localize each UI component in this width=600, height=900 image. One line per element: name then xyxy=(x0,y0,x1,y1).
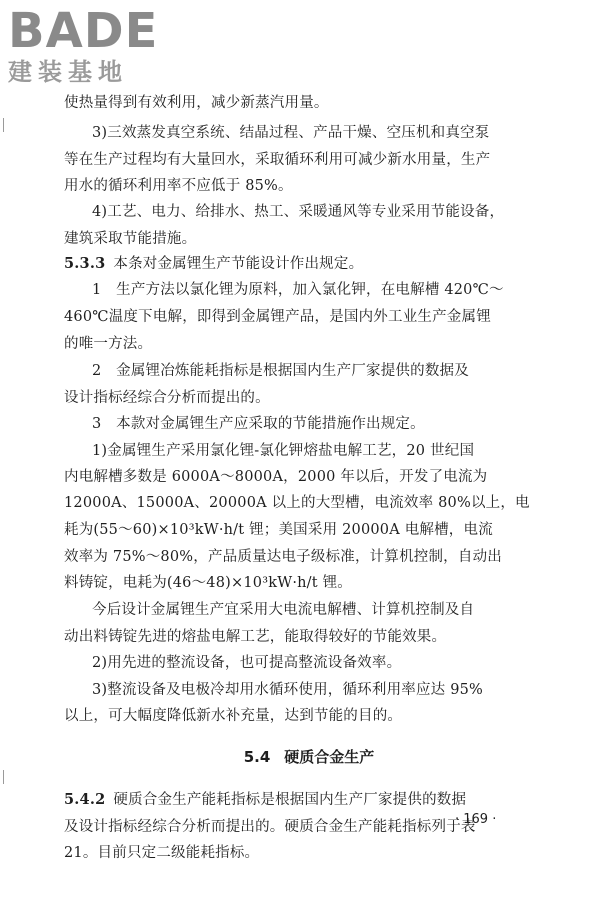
body-line: 以上，可大幅度降低新水补充量，达到节能的目的。 xyxy=(64,708,403,724)
binding-edge-mark xyxy=(3,118,4,132)
body-line: 12000A、15000A、20000A 以上的大型槽，电流效率 80%以上，电 xyxy=(64,495,530,511)
body-line: 料铸锭，电耗为(46～48)×10³kW·h/t 锂。 xyxy=(64,575,352,591)
body-line: 2)用先进的整流设备，也可提高整流设备效率。 xyxy=(92,655,402,671)
body-line: 3 本款对金属锂生产应采取的节能措施作出规定。 xyxy=(92,416,425,432)
clause-number: 5.4.2 xyxy=(64,791,106,808)
body-line: 2 金属锂冶炼能耗指标是根据国内生产厂家提供的数据及 xyxy=(92,363,469,379)
body-line: 的唯一方法。 xyxy=(64,336,153,352)
body-line: 使热量得到有效利用，减少新蒸汽用量。 xyxy=(64,95,329,111)
clause-text: 硬质合金生产能耗指标是根据国内生产厂家提供的数据 xyxy=(113,792,467,808)
body-line: 21。目前只定二级能耗指标。 xyxy=(64,845,260,861)
body-line: 耗为(55～60)×10³kW·h/t 锂；美国采用 20000A 电解槽，电流 xyxy=(64,522,493,538)
body-line: 设计指标经综合分析而提出的。 xyxy=(64,390,270,406)
section-number: 5.4 xyxy=(243,748,271,766)
body-line: 动出料铸锭先进的熔盐电解工艺，能取得较好的节能效果。 xyxy=(64,629,447,645)
clause-text: 本条对金属锂生产节能设计作出规定。 xyxy=(113,256,364,272)
section-title: 硬质合金生产 xyxy=(284,748,375,766)
body-line: 及设计指标经综合分析而提出的。硬质合金生产能耗指标列于表 xyxy=(64,819,476,835)
section-heading xyxy=(64,747,554,767)
page-number: · 169 · xyxy=(455,812,497,827)
clause-5-3-3 xyxy=(64,254,554,274)
logo-brand: BADE xyxy=(8,3,159,59)
body-line: 内电解槽多数是 6000A～8000A，2000 年以后，开发了电流为 xyxy=(64,469,488,485)
body-line: 用水的循环利用率不应低于 85%。 xyxy=(64,178,293,194)
clause-number: 5.3.3 xyxy=(64,255,106,272)
body-line: 1 生产方法以氯化锂为原料，加入氯化钾，在电解槽 420℃～ xyxy=(92,282,504,298)
body-line: 建筑采取节能措施。 xyxy=(64,231,197,247)
logo-subtitle: 建装基地 xyxy=(8,58,128,86)
body-line: 3)三效蒸发真空系统、结晶过程、产品干燥、空压机和真空泵 xyxy=(92,125,490,141)
body-line: 1)金属锂生产采用氯化锂-氯化钾熔盐电解工艺，20 世纪国 xyxy=(92,443,475,459)
binding-edge-mark xyxy=(3,770,4,784)
body-line: 460℃温度下电解，即得到金属锂产品，是国内外工业生产金属锂 xyxy=(64,309,491,325)
body-line: 4)工艺、电力、给排水、热工、采暖通风等专业采用节能设备， xyxy=(92,204,505,220)
bade-logo xyxy=(8,3,178,90)
body-line: 等在生产过程均有大量回水，采取循环利用可减少新水用量，生产 xyxy=(64,152,491,168)
body-line: 今后设计金属锂生产宜采用大电流电解槽、计算机控制及自 xyxy=(92,602,475,618)
clause-5-4-2 xyxy=(64,790,554,810)
body-line: 3)整流设备及电极冷却用水循环使用，循环利用率应达 95% xyxy=(92,682,484,698)
body-line: 效率为 75%～80%，产品质量达电子级标准，计算机控制，自动出 xyxy=(64,549,502,565)
